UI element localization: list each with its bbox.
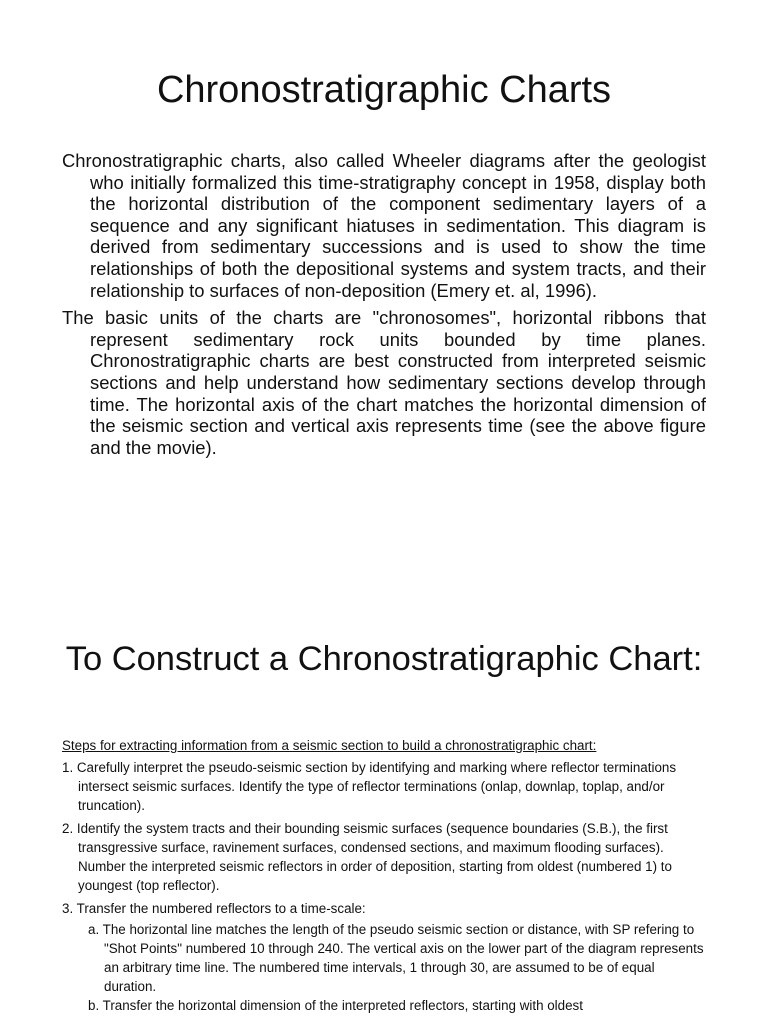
substep-a: a. The horizontal line matches the length of the pseudo seismic section or distance, with SP refering to "Shot Points" numbered 10 through 240. The vertical axis on the lower part of the diagram represents an arbitrary time line. The numbered time intervals, 1 through 30, are assumed to be of equal duration. <box>88 922 704 994</box>
step-1: 1. Carefully interpret the pseudo-seismic section by identifying and marking where reflector terminations intersect seismic surfaces. Identify the type of reflector terminations (onlap, downlap, toplap, and/or truncation). <box>62 760 677 813</box>
step-2: 2. Identify the system tracts and their bounding seismic surfaces (sequence boundaries (S.B.), the first transgressive surface, ravinement surfaces, condensed sections, and maximum flooding surfaces). Number the interpreted seismic reflectors in order of deposition, starting from oldest (numbered 1) to youngest (top reflector). <box>62 821 672 893</box>
slide-title: To Construct a Chronostratigraphic Chart: <box>65 640 703 678</box>
substep-b: b. Transfer the horizontal dimension of the interpreted reflectors, starting with oldest <box>88 998 583 1013</box>
step-3-substeps <box>62 920 710 1015</box>
step-3: 3. Transfer the numbered reflectors to a time-scale: <box>62 901 366 916</box>
slide-body <box>62 150 706 464</box>
slide-body <box>62 736 710 1015</box>
slide-construct-chart <box>0 512 768 1024</box>
paragraph-chronosomes: The basic units of the charts are "chronosomes", horizontal ribbons that represent sedimentary rock units bounded by time planes. Chronostratigraphic charts are best constructed from interpreted seismic sections and help understand how sedimentary sections develop through time. The horizontal axis of the chart matches the horizontal dimension of the seismic section and vertical axis represents time (see the above figure and the movie). <box>62 307 706 458</box>
paragraph-wheeler-diagrams: Chronostratigraphic charts, also called Wheeler diagrams after the geologist who initially formalized this time-stratigraphy concept in 1958, display both the horizontal distribution of the component sedimentary layers of a sequence and any significant hiatuses in sedimentation. This diagram is derived from sedimentary successions and is used to show the time relationships of both the depositional systems and system tracts, and their relationship to surfaces of non-deposition (Emery et. al, 1996). <box>62 150 706 301</box>
steps-heading: Steps for extracting information from a seismic section to build a chronostratigraphic chart: <box>62 738 597 753</box>
slide-title: Chronostratigraphic Charts <box>156 69 612 111</box>
